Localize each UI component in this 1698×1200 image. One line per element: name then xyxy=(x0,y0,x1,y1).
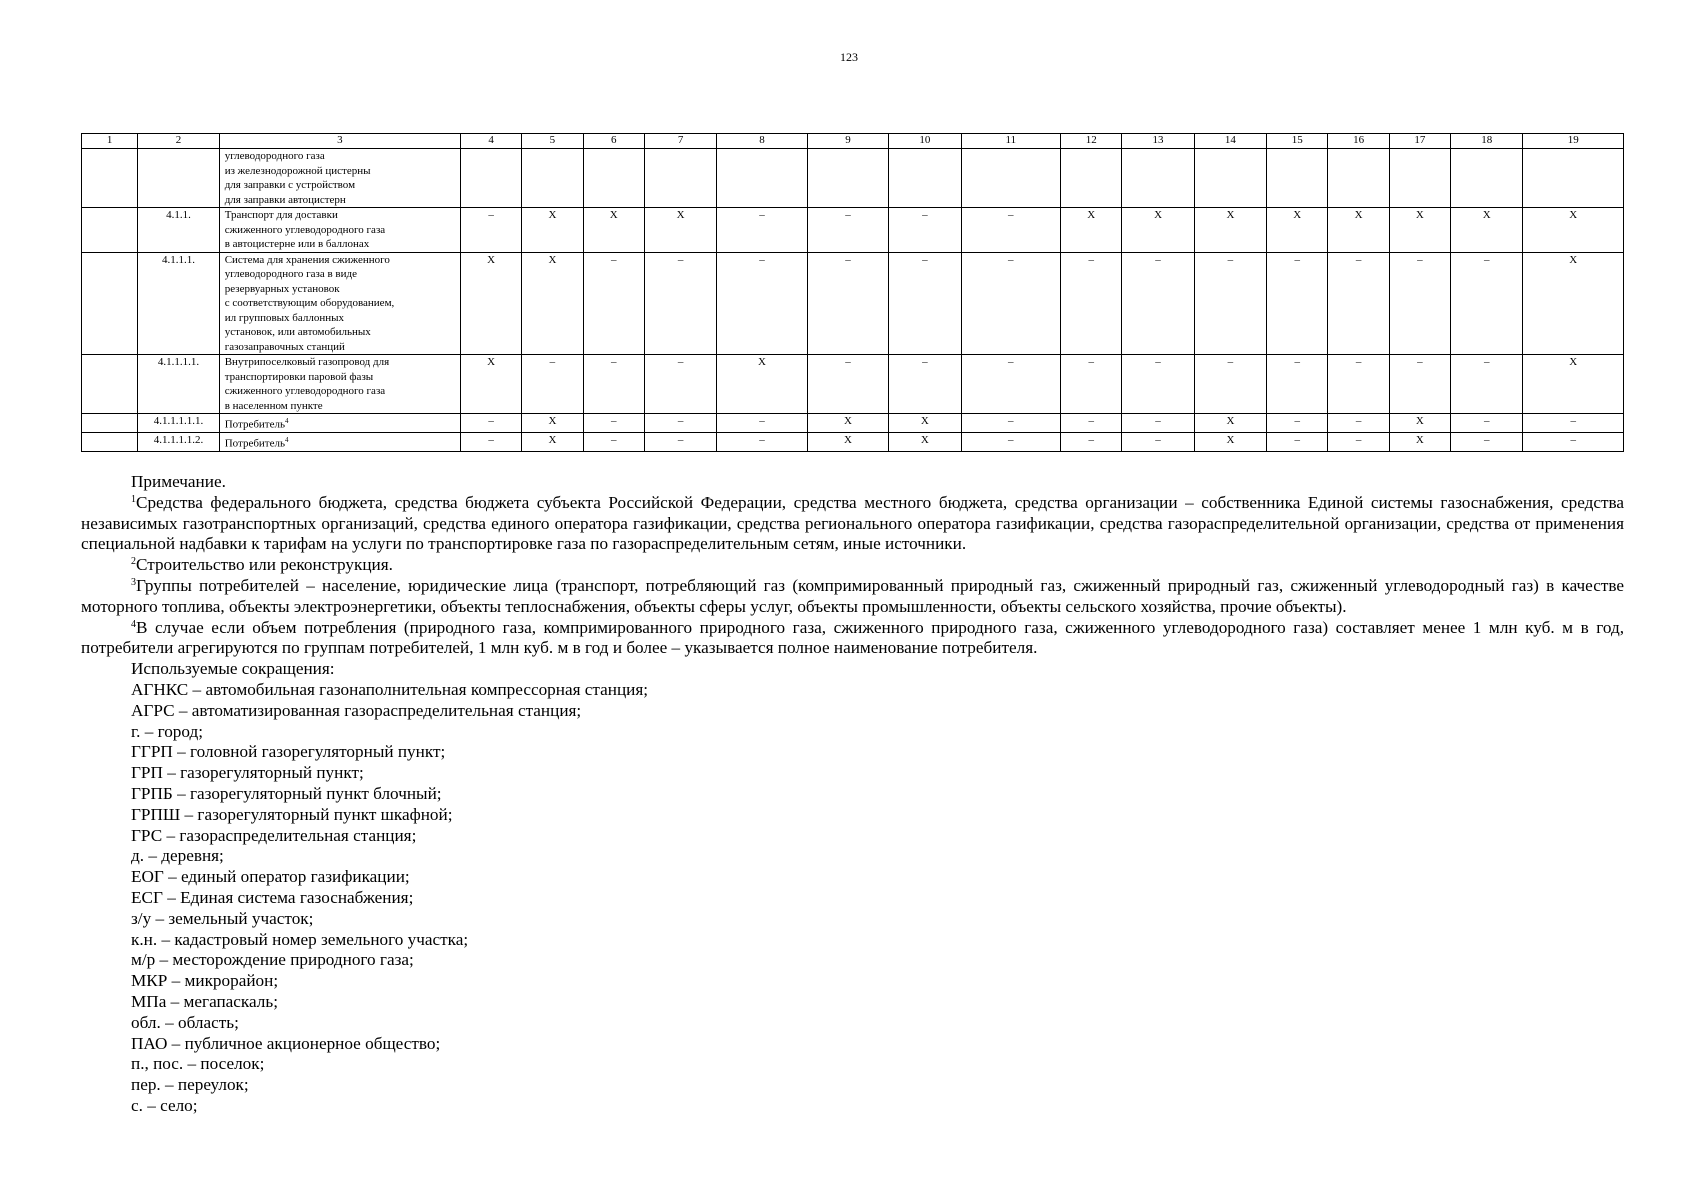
notes-heading: Примечание. xyxy=(131,472,226,491)
mark-cell: – xyxy=(807,252,888,355)
mark-cell: – xyxy=(1122,252,1194,355)
note-number: 1 xyxy=(131,493,136,505)
mark-cell: – xyxy=(644,433,716,452)
mark-cell: – xyxy=(1328,433,1389,452)
note-text: В случае если объем потребления (природного газа, компримированного природного газа, сжиженного природного газа, сжиженного углеводородного газа) составляет менее 1 млн куб. м в год, потребители агрегируются по группам потребителей, 1 млн куб. м в год и более – указывается полное наименование потребителя. xyxy=(81,617,1624,658)
row-col-1 xyxy=(82,355,138,414)
note-number: 4 xyxy=(131,618,136,630)
mark-cell: – xyxy=(1122,355,1194,414)
mark-cell: X xyxy=(1523,252,1624,355)
mark-cell: – xyxy=(1061,355,1122,414)
object-name-text: Система для хранения сжиженного углеводородного газа в виде резервуарных установок с соответствующим оборудованием, ил групповых баллонных установок, или автомобильных газозаправочных станций xyxy=(224,253,395,353)
footnote-ref: 4 xyxy=(285,436,289,445)
table-header-row xyxy=(82,134,1624,149)
mark-cell: – xyxy=(460,414,521,433)
mark-cell: – xyxy=(961,355,1061,414)
abbreviation-item: з/у – земельный участок; xyxy=(131,908,314,928)
column-header: 18 xyxy=(1451,134,1523,149)
mark-cell: – xyxy=(961,208,1061,253)
row-col-1 xyxy=(82,149,138,208)
abbreviation-item: ЕОГ – единый оператор газификации; xyxy=(131,867,410,887)
note-text: Средства федерального бюджета, средства бюджета субъекта Российской Федерации, средства местного бюджета, средства организации – собственника Единой системы газоснабжения, средства независимых газотранспортных организаций, средства единого оператора газификации, средства регионального оператора газификации, средства газораспределительной организации, средства от применения специальной надбавки к тарифам на услуги по транспортировке газа по газораспределительным сетям, иные источники. xyxy=(81,492,1624,554)
column-header: 14 xyxy=(1194,134,1266,149)
mark-cell: – xyxy=(1122,414,1194,433)
mark-cell: – xyxy=(961,252,1061,355)
mark-cell: – xyxy=(1194,252,1266,355)
mark-cell: – xyxy=(889,252,961,355)
abbreviation-item: ГРПШ – газорегуляторный пункт шкафной; xyxy=(131,804,453,824)
abbreviation-item: ПАО – публичное акционерное общество; xyxy=(131,1033,441,1053)
row-col-1 xyxy=(82,208,138,253)
mark-cell: X xyxy=(1122,208,1194,253)
mark-cell: – xyxy=(1389,355,1450,414)
mark-cell xyxy=(1389,149,1450,208)
mark-cell xyxy=(1451,149,1523,208)
object-name-text: Внутрипоселковый газопровод для транспортировки паровой фазы сжиженного углеводородного газа в населенном пункте xyxy=(224,356,390,412)
column-header: 6 xyxy=(583,134,644,149)
row-col-1 xyxy=(82,252,138,355)
mark-cell: – xyxy=(889,208,961,253)
column-header: 3 xyxy=(219,134,460,149)
mark-cell: – xyxy=(583,252,644,355)
mark-cell: – xyxy=(1061,433,1122,452)
mark-cell xyxy=(1194,149,1266,208)
mark-cell: – xyxy=(807,208,888,253)
object-name-text: Транспорт для доставки сжиженного углеводородного газа в автоцистерне или в баллонах xyxy=(224,209,386,250)
mark-cell: X xyxy=(889,433,961,452)
mark-cell: X xyxy=(1267,208,1328,253)
mark-cell: – xyxy=(522,355,583,414)
mark-cell: X xyxy=(807,433,888,452)
mark-cell: X xyxy=(1061,208,1122,253)
mark-cell: X xyxy=(1194,433,1266,452)
notes-section xyxy=(81,472,1624,1117)
mark-cell xyxy=(583,149,644,208)
abbreviation-item: АГРС – автоматизированная газораспределительная станция; xyxy=(131,700,582,720)
row-col-1 xyxy=(82,414,138,433)
mark-cell xyxy=(522,149,583,208)
mark-cell: – xyxy=(583,433,644,452)
mark-cell xyxy=(961,149,1061,208)
mark-cell: – xyxy=(961,433,1061,452)
note-text: Строительство или реконструкция. xyxy=(136,555,393,575)
row-col-1 xyxy=(82,433,138,452)
mark-cell: X xyxy=(1523,208,1624,253)
mark-cell: X xyxy=(889,414,961,433)
mark-cell: X xyxy=(1389,208,1450,253)
mark-cell: – xyxy=(717,433,807,452)
mark-cell: X xyxy=(460,252,521,355)
note-item xyxy=(81,576,1624,618)
mark-cell: – xyxy=(644,355,716,414)
mark-cell: – xyxy=(1451,355,1523,414)
mark-cell xyxy=(1122,149,1194,208)
mark-cell: X xyxy=(1194,414,1266,433)
table-row xyxy=(82,252,1624,355)
row-number: 4.1.1.1.1.2. xyxy=(138,433,219,452)
note-item xyxy=(81,618,1624,660)
mark-cell: – xyxy=(1389,252,1450,355)
abbreviation-item: АГНКС – автомобильная газонаполнительная компрессорная станция; xyxy=(131,679,649,699)
abbreviations-heading: Используемые сокращения: xyxy=(131,659,335,679)
row-number xyxy=(138,149,219,208)
row-number: 4.1.1. xyxy=(138,208,219,253)
object-name-text: Потребитель xyxy=(224,437,286,450)
mark-cell: X xyxy=(1389,414,1450,433)
abbreviation-item: ГГРП – головной газорегуляторный пункт; xyxy=(131,742,446,762)
mark-cell xyxy=(717,149,807,208)
table-row xyxy=(82,208,1624,253)
column-header: 8 xyxy=(717,134,807,149)
mark-cell: – xyxy=(460,433,521,452)
column-header: 19 xyxy=(1523,134,1624,149)
mark-cell: – xyxy=(1523,414,1624,433)
mark-cell: X xyxy=(583,208,644,253)
abbreviation-item: д. – деревня; xyxy=(131,846,224,866)
note-item xyxy=(81,555,1624,576)
mark-cell xyxy=(889,149,961,208)
column-header: 4 xyxy=(460,134,521,149)
note-item xyxy=(81,493,1624,555)
footnote-ref: 4 xyxy=(285,417,289,425)
abbreviation-item: МПа – мегапаскаль; xyxy=(131,991,278,1011)
row-object-name xyxy=(219,252,460,355)
mark-cell xyxy=(1061,149,1122,208)
table-row xyxy=(82,355,1624,414)
table-row xyxy=(82,414,1624,433)
mark-cell: – xyxy=(460,208,521,253)
mark-cell: X xyxy=(460,355,521,414)
mark-cell: – xyxy=(889,355,961,414)
mark-cell: X xyxy=(522,414,583,433)
notes-items xyxy=(81,493,1624,659)
mark-cell: – xyxy=(583,414,644,433)
mark-cell: – xyxy=(1328,252,1389,355)
abbreviation-item: МКР – микрорайон; xyxy=(131,971,279,991)
row-number: 4.1.1.1. xyxy=(138,252,219,355)
mark-cell: – xyxy=(961,414,1061,433)
mark-cell xyxy=(460,149,521,208)
mark-cell: X xyxy=(807,414,888,433)
table-row xyxy=(82,433,1624,452)
mark-cell: – xyxy=(1451,433,1523,452)
mark-cell: – xyxy=(807,355,888,414)
abbreviation-item: г. – город; xyxy=(131,721,204,741)
row-number: 4.1.1.1.1.1. xyxy=(138,414,219,433)
note-text: Группы потребителей – население, юридические лица (транспорт, потребляющий газ (компримированный природный газ, сжиженный природный газ, сжиженный углеводородный газ) в качестве моторного топлива, объекты электроэнергетики, объекты теплоснабжения, объекты сферы услуг, объекты промышленности, объекты сельского хозяйства, прочие объекты). xyxy=(81,575,1624,616)
column-header: 10 xyxy=(889,134,961,149)
mark-cell: X xyxy=(522,433,583,452)
mark-cell xyxy=(807,149,888,208)
row-object-name xyxy=(219,355,460,414)
note-number: 2 xyxy=(131,556,136,568)
mark-cell: – xyxy=(1523,433,1624,452)
abbreviation-item: пер. – переулок; xyxy=(131,1075,249,1095)
row-number: 4.1.1.1.1. xyxy=(138,355,219,414)
mark-cell: – xyxy=(717,414,807,433)
abbreviation-item: к.н. – кадастровый номер земельного участка; xyxy=(131,929,469,949)
page-number: 123 xyxy=(840,50,858,64)
mark-cell: – xyxy=(1267,433,1328,452)
mark-cell: – xyxy=(1451,252,1523,355)
mark-cell: – xyxy=(1451,414,1523,433)
mark-cell: – xyxy=(1267,252,1328,355)
column-header: 12 xyxy=(1061,134,1122,149)
mark-cell: X xyxy=(717,355,807,414)
mark-cell: – xyxy=(717,208,807,253)
mark-cell: – xyxy=(1267,414,1328,433)
mark-cell: X xyxy=(1523,355,1624,414)
mark-cell xyxy=(1328,149,1389,208)
column-header: 16 xyxy=(1328,134,1389,149)
mark-cell: – xyxy=(717,252,807,355)
column-header: 7 xyxy=(644,134,716,149)
abbreviation-item: с. – село; xyxy=(131,1095,198,1115)
mark-cell: – xyxy=(1061,252,1122,355)
mark-cell: – xyxy=(1122,433,1194,452)
column-header: 9 xyxy=(807,134,888,149)
column-header: 17 xyxy=(1389,134,1450,149)
mark-cell: X xyxy=(1389,433,1450,452)
mark-cell xyxy=(644,149,716,208)
mark-cell: – xyxy=(644,252,716,355)
column-header: 13 xyxy=(1122,134,1194,149)
data-table xyxy=(81,133,1624,452)
column-header: 2 xyxy=(138,134,219,149)
mark-cell: – xyxy=(583,355,644,414)
table-row xyxy=(82,149,1624,208)
object-name-text: Потребитель xyxy=(224,418,286,431)
mark-cell xyxy=(1523,149,1624,208)
mark-cell: – xyxy=(1328,414,1389,433)
object-name-text: углеводородного газа из железнодорожной цистерны для заправки с устройством для заправки автоцистерн xyxy=(224,150,371,206)
note-number: 3 xyxy=(131,576,136,588)
mark-cell: – xyxy=(1194,355,1266,414)
mark-cell: X xyxy=(1194,208,1266,253)
row-object-name xyxy=(219,414,460,433)
row-object-name xyxy=(219,208,460,253)
mark-cell xyxy=(1267,149,1328,208)
abbreviation-item: обл. – область; xyxy=(131,1012,239,1032)
column-header: 5 xyxy=(522,134,583,149)
column-header: 11 xyxy=(961,134,1061,149)
abbreviation-item: м/р – месторождение природного газа; xyxy=(131,950,414,970)
abbreviation-item: ГРПБ – газорегуляторный пункт блочный; xyxy=(131,783,442,803)
mark-cell: – xyxy=(1328,355,1389,414)
abbreviation-item: ГРС – газораспределительная станция; xyxy=(131,825,417,845)
mark-cell: X xyxy=(522,252,583,355)
mark-cell: X xyxy=(644,208,716,253)
mark-cell: – xyxy=(644,414,716,433)
abbreviation-item: ГРП – газорегуляторный пункт; xyxy=(131,763,364,783)
mark-cell: X xyxy=(1328,208,1389,253)
mark-cell: – xyxy=(1061,414,1122,433)
column-header: 15 xyxy=(1267,134,1328,149)
row-object-name xyxy=(219,149,460,208)
abbreviations-list xyxy=(81,680,1624,1117)
column-header: 1 xyxy=(82,134,138,149)
mark-cell: – xyxy=(1267,355,1328,414)
abbreviation-item: п., пос. – поселок; xyxy=(131,1054,265,1074)
row-object-name xyxy=(219,433,460,452)
mark-cell: X xyxy=(522,208,583,253)
abbreviation-item: ЕСГ – Единая система газоснабжения; xyxy=(131,887,414,907)
mark-cell: X xyxy=(1451,208,1523,253)
